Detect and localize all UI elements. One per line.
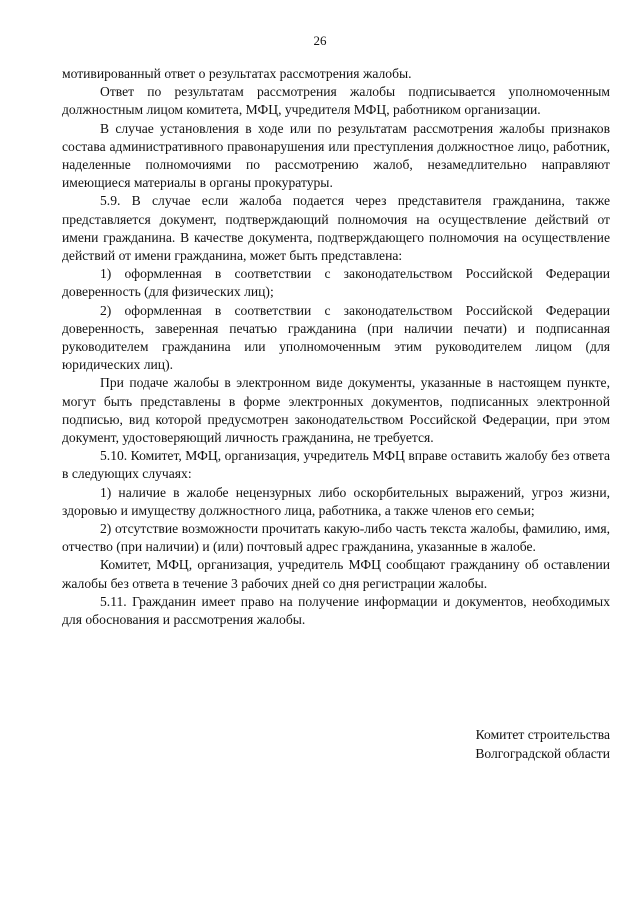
paragraph-continuation: мотивированный ответ о результатах рассмотрения жалобы. xyxy=(62,66,412,81)
paragraph-clause-5-9-item-2: 2) оформленная в соответствии с законодательством Российской Федерации доверенность, заверенная печатью гражданина (при наличии печати) и подписанная руководителем гражданина или уполномоченным этим руководителем лицом (для юридических лиц). xyxy=(62,302,610,373)
paragraph-electronic-submission: При подаче жалобы в электронном виде документы, указанные в настоящем пункте, могут быть представлены в форме электронных документов, подписанных электронной подписью, вид которой предусмотрен законодательством Российской Федерации, при этом документ, удостоверяющий личность гражданина, не требуется. xyxy=(62,375,610,446)
paragraph-response-signing: Ответ по результатам рассмотрения жалобы подписывается уполномоченным должностным лицом комитета, МФЦ, учредителя МФЦ, работником организации. xyxy=(62,84,610,118)
paragraph-clause-5-10-item-2: 2) отсутствие возможности прочитать какую-либо часть текста жалобы, фамилию, имя, отчество (при наличии) и (или) почтовый адрес гражданина, указанные в жалобе. xyxy=(62,521,610,555)
paragraph-prosecutor-referral: В случае установления в ходе или по результатам рассмотрения жалобы признаков состава административного правонарушения или преступления должностное лицо, работник, наделенные полномочиями по рассмотрению жалоб, незамедлительно направляют имеющиеся материалы в органы прокуратуры. xyxy=(62,120,610,191)
paragraph-clause-5-11: 5.11. Гражданин имеет право на получение информации и документов, необходимых для обоснования и рассмотрения жалобы. xyxy=(62,593,610,628)
paragraph-clause-5-10: 5.10. Комитет, МФЦ, организация, учредитель МФЦ вправе оставить жалобу без ответа в следующих случаях: xyxy=(62,448,610,482)
signature-block xyxy=(475,726,610,763)
paragraph-notification: Комитет, МФЦ, организация, учредитель МФЦ сообщают гражданину об оставлении жалобы без ответа в течение 3 рабочих дней со дня регистрации жалобы. xyxy=(62,557,610,591)
paragraph-clause-5-9: 5.9. В случае если жалоба подается через представителя гражданина, также представляется документ, подтверждающий полномочия на осуществление действий от имени гражданина. В качестве документа, подтверждающего полномочия на осуществление действий от имени гражданина, может быть представлена: xyxy=(62,193,610,264)
document-body xyxy=(62,65,610,629)
paragraph-clause-5-9-item-1: 1) оформленная в соответствии с законодательством Российской Федерации доверенность (для физических лиц); xyxy=(62,266,610,300)
page-number: 26 xyxy=(313,33,327,48)
signature-line-2: Волгоградской области xyxy=(475,745,610,761)
paragraph-clause-5-10-item-1: 1) наличие в жалобе нецензурных либо оскорбительных выражений, угроз жизни, здоровью и имуществу должностного лица, работника, а также членов его семьи; xyxy=(62,484,610,518)
signature-line-1: Комитет строительства xyxy=(475,727,610,742)
